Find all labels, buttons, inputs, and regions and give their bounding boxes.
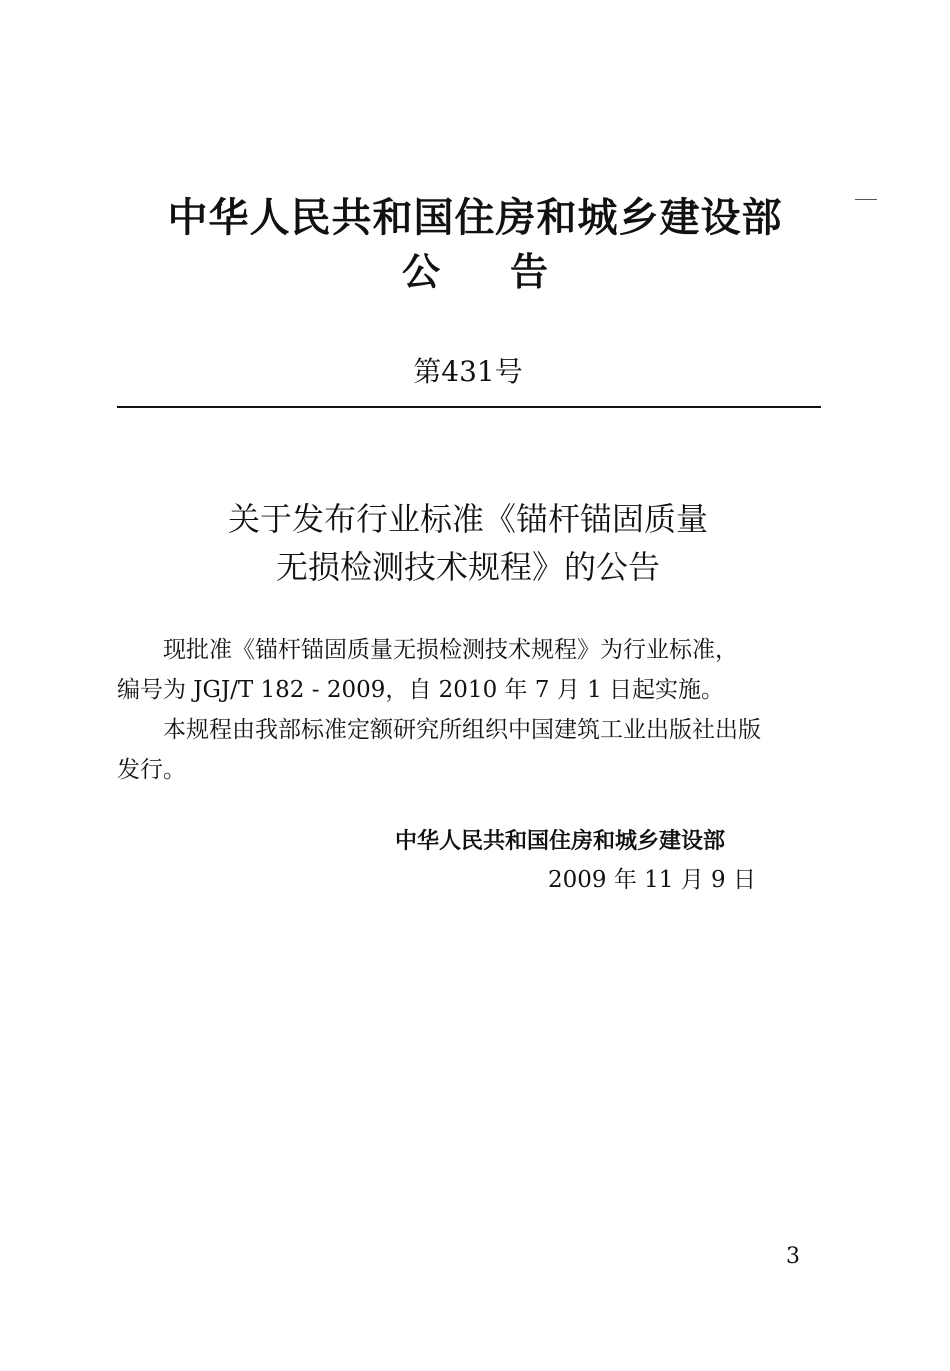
document-number: 第431号 [413, 355, 523, 388]
scan-artifact-mark [855, 199, 877, 200]
signature-organization: 中华人民共和国住房和城乡建设部 [395, 829, 726, 854]
body-paragraph-1-line-1: 现批准《锚杆锚固质量无损检测技术规程》为行业标准， [163, 637, 738, 663]
signature-date: 2009 年 11 月 9 日 [548, 867, 756, 893]
page-number: 3 [786, 1244, 800, 1269]
body-paragraph-2-line-2: 发行。 [117, 757, 186, 783]
header-divider [117, 406, 821, 408]
subject-line-2: 无损检测技术规程》的公告 [275, 548, 660, 586]
body-paragraph-2-line-1: 本规程由我部标准定额研究所组织中国建筑工业出版社出版 [163, 717, 761, 743]
subject-line-1: 关于发布行业标准《锚杆锚固质量 [227, 500, 708, 538]
body-paragraph-1-line-2: 编号为 JGJ/T 182 - 2009，自 2010 年 7 月 1 日起实施。 [117, 677, 725, 703]
ministry-title: 中华人民共和国住房和城乡建设部 [167, 195, 783, 241]
notice-title: 公告 [401, 250, 618, 294]
